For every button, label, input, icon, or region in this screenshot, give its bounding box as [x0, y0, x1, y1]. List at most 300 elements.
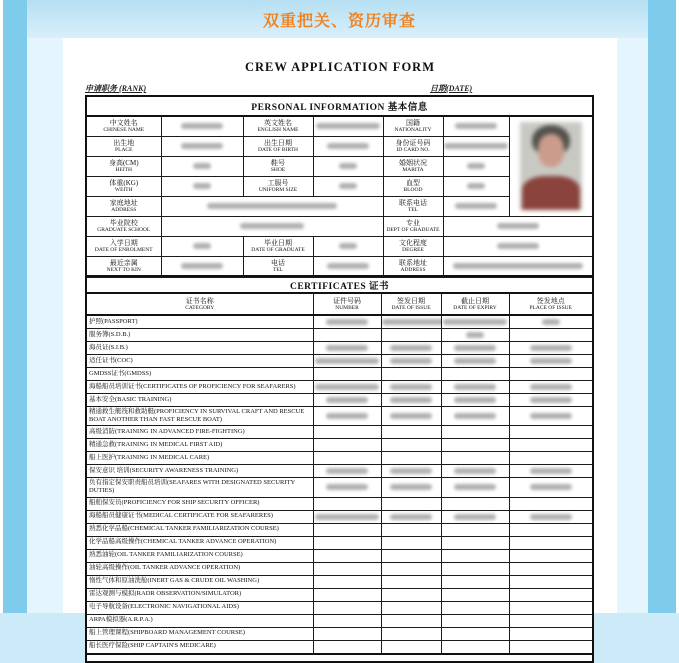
column-zh: 截止日期	[461, 296, 489, 305]
cert-name: 护照(PASSPORT)	[86, 315, 313, 329]
cert-row	[86, 355, 593, 368]
cert-value-cell	[441, 452, 509, 465]
cert-row	[86, 614, 593, 627]
cert-value-cell	[509, 368, 593, 381]
redacted-value	[326, 319, 368, 325]
redacted-value	[454, 413, 496, 419]
cert-value-cell	[313, 426, 381, 439]
label-cell	[86, 256, 161, 276]
cert-value-cell	[441, 562, 509, 575]
redacted-value	[326, 413, 368, 419]
cert-value-cell	[381, 355, 441, 368]
cert-value-cell	[313, 439, 381, 452]
cert-name: 精通急救(TRAINING IN MEDICAL FIRST AID)	[86, 439, 313, 452]
cert-value-cell	[509, 562, 593, 575]
banner-title: 双重把关、资历审查	[262, 13, 416, 30]
cert-value-cell	[313, 510, 381, 523]
redacted-value	[315, 384, 379, 390]
cert-value-cell	[313, 536, 381, 549]
cert-value-cell	[381, 426, 441, 439]
cert-value-cell	[441, 497, 509, 510]
redacted-value	[530, 484, 572, 490]
redacted-value	[390, 358, 432, 364]
cert-value-cell	[381, 478, 441, 497]
cert-value-cell	[509, 575, 593, 588]
cert-value-cell	[509, 523, 593, 536]
cert-value-cell	[381, 575, 441, 588]
personal-section-header: PERSONAL INFORMATION 基本信息	[86, 96, 593, 116]
cert-value-cell	[509, 394, 593, 407]
applicant-photo	[520, 122, 582, 210]
photo-cell	[509, 116, 593, 216]
personal-row	[86, 116, 593, 136]
label-en: DEGREE	[402, 247, 424, 254]
cert-row	[86, 601, 593, 614]
cert-name: 精通救生艇筏和救助艇(PROFICIENCY IN SURVIVAL CRAFT AND RESCUE BOAT ANOTHER THAN FAST RESCUE BOAT)	[86, 407, 313, 426]
cert-row	[86, 452, 593, 465]
cert-value-cell	[381, 452, 441, 465]
value-cell	[313, 236, 383, 256]
redacted-value	[454, 358, 496, 364]
cert-row	[86, 426, 593, 439]
label-zh: 身份证号码	[395, 138, 431, 147]
redacted-value	[390, 345, 432, 351]
cert-value-cell	[313, 562, 381, 575]
value-cell	[161, 196, 383, 216]
redacted-value	[467, 163, 485, 169]
label-en: ENGLISH NAME	[257, 127, 299, 134]
label-zh: 毕业院校	[109, 218, 138, 227]
certificates-table	[85, 277, 594, 663]
label-cell	[383, 256, 443, 276]
label-en: DEPT OF GRADUATE	[386, 227, 440, 234]
cert-row	[86, 407, 593, 426]
redacted-value	[339, 243, 357, 249]
cert-value-cell	[509, 549, 593, 562]
right-blue-bar	[648, 0, 676, 613]
cert-value-cell	[441, 575, 509, 588]
personal-row	[86, 256, 593, 276]
cert-row	[86, 575, 593, 588]
cert-value-cell	[381, 601, 441, 614]
cert-value-cell	[381, 497, 441, 510]
column-en: CATEGORY	[185, 305, 215, 312]
cert-value-cell	[381, 342, 441, 355]
cert-value-cell	[313, 478, 381, 497]
cert-value-cell	[441, 329, 509, 342]
label-cell	[86, 156, 161, 176]
label-zh: 工服号	[267, 178, 289, 187]
redacted-value	[390, 397, 432, 403]
cert-name: 熟悉化学品船(CHEMICAL TANKER FAMILIARIZATION COURSE)	[86, 523, 313, 536]
value-cell	[443, 236, 593, 256]
cert-value-cell	[441, 439, 509, 452]
cert-value-cell	[313, 381, 381, 394]
label-zh: 毕业日期	[264, 238, 292, 247]
redacted-value	[390, 484, 432, 490]
redacted-value	[455, 123, 497, 129]
column-en: DATE OF EXPIRY	[453, 305, 497, 312]
label-zh: 出生日期	[264, 138, 292, 147]
cert-name: 油轮高级操作(OIL TANKER ADVANCE OPERATION)	[86, 562, 313, 575]
cert-row	[86, 394, 593, 407]
value-cell	[313, 136, 383, 156]
cert-value-cell	[441, 640, 509, 654]
cert-value-cell	[509, 601, 593, 614]
redacted-value	[327, 143, 369, 149]
cert-value-cell	[441, 510, 509, 523]
redacted-value	[326, 397, 368, 403]
redacted-value	[454, 397, 496, 403]
cert-name: 基本安全(BASIC TRAINING)	[86, 394, 313, 407]
personal-row	[86, 236, 593, 256]
cert-row	[86, 478, 593, 497]
cert-value-cell	[441, 601, 509, 614]
cert-name: 船上医护(TRAINING IN MEDICAL CARE)	[86, 452, 313, 465]
cert-value-cell	[313, 315, 381, 329]
left-blue-bar	[3, 0, 27, 613]
value-cell	[443, 256, 593, 276]
cert-column-header-row	[86, 293, 593, 315]
redacted-value	[444, 143, 508, 149]
cert-value-cell	[441, 342, 509, 355]
label-zh: 家庭地址	[109, 198, 138, 207]
date-label: 日期(DATE)	[430, 84, 473, 93]
cert-value-cell	[441, 627, 509, 640]
cert-name: ARPA模拟器(A.R.P.A.)	[86, 614, 313, 627]
cert-value-cell	[313, 452, 381, 465]
value-cell	[161, 216, 383, 236]
cert-value-cell	[509, 614, 593, 627]
cert-value-cell	[441, 407, 509, 426]
crew-application-form-page	[63, 38, 617, 650]
redacted-value	[326, 468, 368, 474]
cert-name: 服务簿(S.D.B.)	[86, 329, 313, 342]
label-cell	[243, 116, 313, 136]
cert-value-cell	[441, 536, 509, 549]
cert-value-cell	[381, 394, 441, 407]
column-en: PLACE OF ISSUE	[529, 305, 572, 312]
label-cell	[86, 216, 161, 236]
cert-value-cell	[509, 342, 593, 355]
label-en: WEITH	[114, 187, 133, 194]
label-zh: 英文姓名	[264, 119, 292, 128]
cert-value-cell	[509, 329, 593, 342]
redacted-value	[193, 183, 211, 189]
cert-column-header	[381, 293, 441, 315]
label-zh: 电话	[271, 258, 285, 267]
rank-label: 申请职务 (RANK)	[85, 84, 147, 93]
redacted-value	[443, 319, 507, 325]
cert-row	[86, 368, 593, 381]
cert-value-cell	[313, 601, 381, 614]
label-zh: 身高(CM)	[108, 158, 139, 167]
label-en: NATIONALITY	[394, 127, 432, 134]
redacted-value	[497, 243, 539, 249]
cert-value-cell	[509, 627, 593, 640]
cert-value-cell	[441, 426, 509, 439]
redacted-value	[315, 358, 379, 364]
label-zh: 最近亲属	[109, 258, 138, 267]
redacted-value	[530, 358, 572, 364]
cert-name: 化学品船高级操作(CHEMICAL TANKER ADVANCE OPERATION)	[86, 536, 313, 549]
cert-value-cell	[313, 329, 381, 342]
cert-value-cell	[441, 478, 509, 497]
cert-name: 船舶保安员(PROFICIENCY FOR SHIP SECURITY OFFICER)	[86, 497, 313, 510]
label-zh: 联系电话	[399, 198, 427, 207]
cert-value-cell	[509, 315, 593, 329]
cert-value-cell	[441, 368, 509, 381]
cert-value-cell	[509, 355, 593, 368]
personal-information-table	[85, 95, 594, 277]
next-section-cutoff	[86, 654, 593, 662]
photo-shirt	[522, 176, 580, 210]
label-cell	[86, 196, 161, 216]
cert-value-cell	[509, 452, 593, 465]
redacted-value	[497, 223, 539, 229]
label-en: NEXT TO KIN	[106, 266, 141, 273]
right-light-strip	[617, 0, 648, 613]
cert-row	[86, 562, 593, 575]
label-zh: 文化程度	[399, 238, 427, 247]
cert-value-cell	[313, 614, 381, 627]
label-cell	[243, 176, 313, 196]
value-cell	[161, 116, 243, 136]
redacted-value	[193, 243, 211, 249]
cert-value-cell	[381, 614, 441, 627]
column-zh: 证书名称	[185, 296, 214, 305]
cert-value-cell	[313, 355, 381, 368]
cert-value-cell	[441, 381, 509, 394]
cert-value-cell	[313, 640, 381, 654]
cert-row	[86, 510, 593, 523]
form-title: CREW APPLICATION FORM	[245, 60, 435, 74]
redacted-value	[542, 319, 560, 325]
cert-name: 高级消防(TRAINING IN ADVANCED FIRE-FIGHTING)	[86, 426, 313, 439]
cert-name: 惰性气体和原油洗舱(INERT GAS & CRUDE OIL WASHING)	[86, 575, 313, 588]
cert-value-cell	[441, 614, 509, 627]
certificates-section-header: CERTIFICATES 证书	[86, 278, 593, 294]
label-zh: 体重(KG)	[109, 178, 139, 187]
cert-value-cell	[441, 588, 509, 601]
redacted-value	[390, 514, 432, 520]
redacted-value	[454, 514, 496, 520]
redacted-value	[466, 332, 484, 338]
cert-value-cell	[381, 640, 441, 654]
redacted-value	[530, 384, 572, 390]
label-en: TEL	[272, 266, 284, 273]
value-cell	[443, 156, 509, 176]
value-cell	[161, 236, 243, 256]
cert-value-cell	[313, 368, 381, 381]
cert-row	[86, 329, 593, 342]
label-en: ADDRESS	[111, 207, 137, 214]
cert-column-header	[509, 293, 593, 315]
cert-row	[86, 465, 593, 478]
redacted-value	[467, 183, 485, 189]
redacted-value	[530, 468, 572, 474]
value-cell	[161, 176, 243, 196]
redacted-value	[390, 413, 432, 419]
cert-value-cell	[509, 439, 593, 452]
cert-value-cell	[313, 407, 381, 426]
redacted-value	[453, 263, 583, 269]
cert-value-cell	[313, 394, 381, 407]
label-cell	[243, 236, 313, 256]
label-en: GRADUATE SCHOOL	[97, 227, 151, 234]
redacted-value	[326, 484, 368, 490]
cert-name: 海船船员健康证书(MEDICAL CERTIFICATE FOR SEAFARERES)	[86, 510, 313, 523]
left-light-strip	[27, 0, 63, 613]
rank-date-line	[85, 79, 595, 95]
label-en: DATE OF ENROLMENT	[94, 247, 153, 254]
label-zh: 出生地	[113, 138, 135, 147]
cert-value-cell	[381, 315, 441, 329]
cert-value-cell	[381, 407, 441, 426]
cert-name: 保安意识 培训(SECURITY AWARENESS TRAINING)	[86, 465, 313, 478]
redacted-value	[326, 345, 368, 351]
cert-value-cell	[509, 465, 593, 478]
cert-row	[86, 549, 593, 562]
cert-value-cell	[381, 510, 441, 523]
cert-value-cell	[509, 497, 593, 510]
cert-row	[86, 315, 593, 329]
redacted-value	[240, 223, 304, 229]
cert-value-cell	[313, 497, 381, 510]
label-cell	[383, 156, 443, 176]
cert-value-cell	[509, 588, 593, 601]
label-en: HEITH	[115, 167, 132, 174]
redacted-value	[530, 345, 572, 351]
cert-row	[86, 536, 593, 549]
label-cell	[383, 196, 443, 216]
label-en: DATE OF GRADUATE	[251, 247, 305, 254]
value-cell	[161, 256, 243, 276]
cert-value-cell	[313, 575, 381, 588]
label-zh: 专业	[406, 218, 420, 227]
value-cell	[313, 256, 383, 276]
cert-value-cell	[509, 640, 593, 654]
label-en: DATE OF BIRTH	[257, 147, 298, 154]
cert-name: 海船船员培训证书(CERTIFICATES OF PROFICIENCY FOR SEAFARERS)	[86, 381, 313, 394]
cert-value-cell	[381, 381, 441, 394]
cert-value-cell	[509, 426, 593, 439]
label-en: MARITA	[402, 167, 424, 174]
redacted-value	[339, 163, 357, 169]
label-zh: 联系地址	[399, 258, 427, 267]
redacted-value	[181, 143, 223, 149]
cert-value-cell	[313, 588, 381, 601]
value-cell	[161, 156, 243, 176]
cert-column-header	[313, 293, 381, 315]
redacted-value	[181, 123, 223, 129]
cert-name: 船长医疗保险(SHIP CAPTAIN'S MEDICARE)	[86, 640, 313, 654]
label-en: BLOOD	[403, 187, 423, 194]
cert-row	[86, 588, 593, 601]
redacted-value	[455, 203, 497, 209]
cert-value-cell	[313, 549, 381, 562]
cert-name: 海员证(S.I.B.)	[86, 342, 313, 355]
value-cell	[313, 116, 383, 136]
cert-row	[86, 342, 593, 355]
cert-value-cell	[441, 394, 509, 407]
cert-name: 负有指定保安职责船员培训(SEAFARES WITH DESIGNATED SECURITY DUTIES)	[86, 478, 313, 497]
label-en: PLACE	[115, 147, 133, 154]
cert-value-cell	[381, 549, 441, 562]
cert-value-cell	[441, 355, 509, 368]
value-cell	[443, 196, 509, 216]
personal-row	[86, 216, 593, 236]
label-cell	[243, 156, 313, 176]
label-cell	[243, 136, 313, 156]
label-cell	[383, 216, 443, 236]
label-cell	[383, 116, 443, 136]
label-cell	[383, 176, 443, 196]
redacted-value	[530, 413, 572, 419]
label-zh: 中文姓名	[109, 119, 138, 128]
column-en: DATE OF ISSUE	[391, 305, 431, 312]
redacted-value	[382, 319, 442, 325]
redacted-value	[454, 484, 496, 490]
redacted-value	[454, 384, 496, 390]
redacted-value	[181, 263, 223, 269]
cert-value-cell	[509, 407, 593, 426]
cert-row	[86, 523, 593, 536]
cert-value-cell	[509, 510, 593, 523]
redacted-value	[193, 163, 211, 169]
cert-value-cell	[381, 368, 441, 381]
value-cell	[443, 176, 509, 196]
cert-name: 熟悉油轮(OIL TANKER FAMILIARIZATION COURSE)	[86, 549, 313, 562]
label-en: UNIFORM SIZE	[258, 187, 298, 194]
value-cell	[443, 136, 509, 156]
cert-row	[86, 627, 593, 640]
label-zh: 国籍	[406, 119, 420, 128]
cert-row	[86, 381, 593, 394]
cert-value-cell	[509, 381, 593, 394]
value-cell	[161, 136, 243, 156]
cert-row	[86, 497, 593, 510]
photo-face	[538, 134, 564, 167]
cert-value-cell	[381, 562, 441, 575]
label-en: ADDRESS	[400, 266, 426, 273]
cert-value-cell	[381, 329, 441, 342]
cert-name: GMDSS证书(GMDSS)	[86, 368, 313, 381]
label-cell	[86, 116, 161, 136]
cert-value-cell	[441, 523, 509, 536]
cert-value-cell	[441, 315, 509, 329]
redacted-value	[530, 397, 572, 403]
label-cell	[86, 136, 161, 156]
cert-column-header	[86, 293, 313, 315]
cert-value-cell	[381, 627, 441, 640]
label-zh: 婚姻状况	[399, 158, 427, 167]
cert-value-cell	[381, 465, 441, 478]
redacted-value	[454, 345, 496, 351]
column-zh: 证件号码	[333, 296, 361, 305]
redacted-value	[390, 384, 432, 390]
value-cell	[443, 216, 593, 236]
value-cell	[443, 116, 509, 136]
label-en: TEL	[407, 207, 419, 214]
cert-value-cell	[313, 523, 381, 536]
label-zh: 入学日期	[109, 238, 138, 247]
cert-value-cell	[313, 342, 381, 355]
label-cell	[243, 256, 313, 276]
cert-value-cell	[381, 536, 441, 549]
cert-row	[86, 439, 593, 452]
column-zh: 签发日期	[397, 296, 425, 305]
